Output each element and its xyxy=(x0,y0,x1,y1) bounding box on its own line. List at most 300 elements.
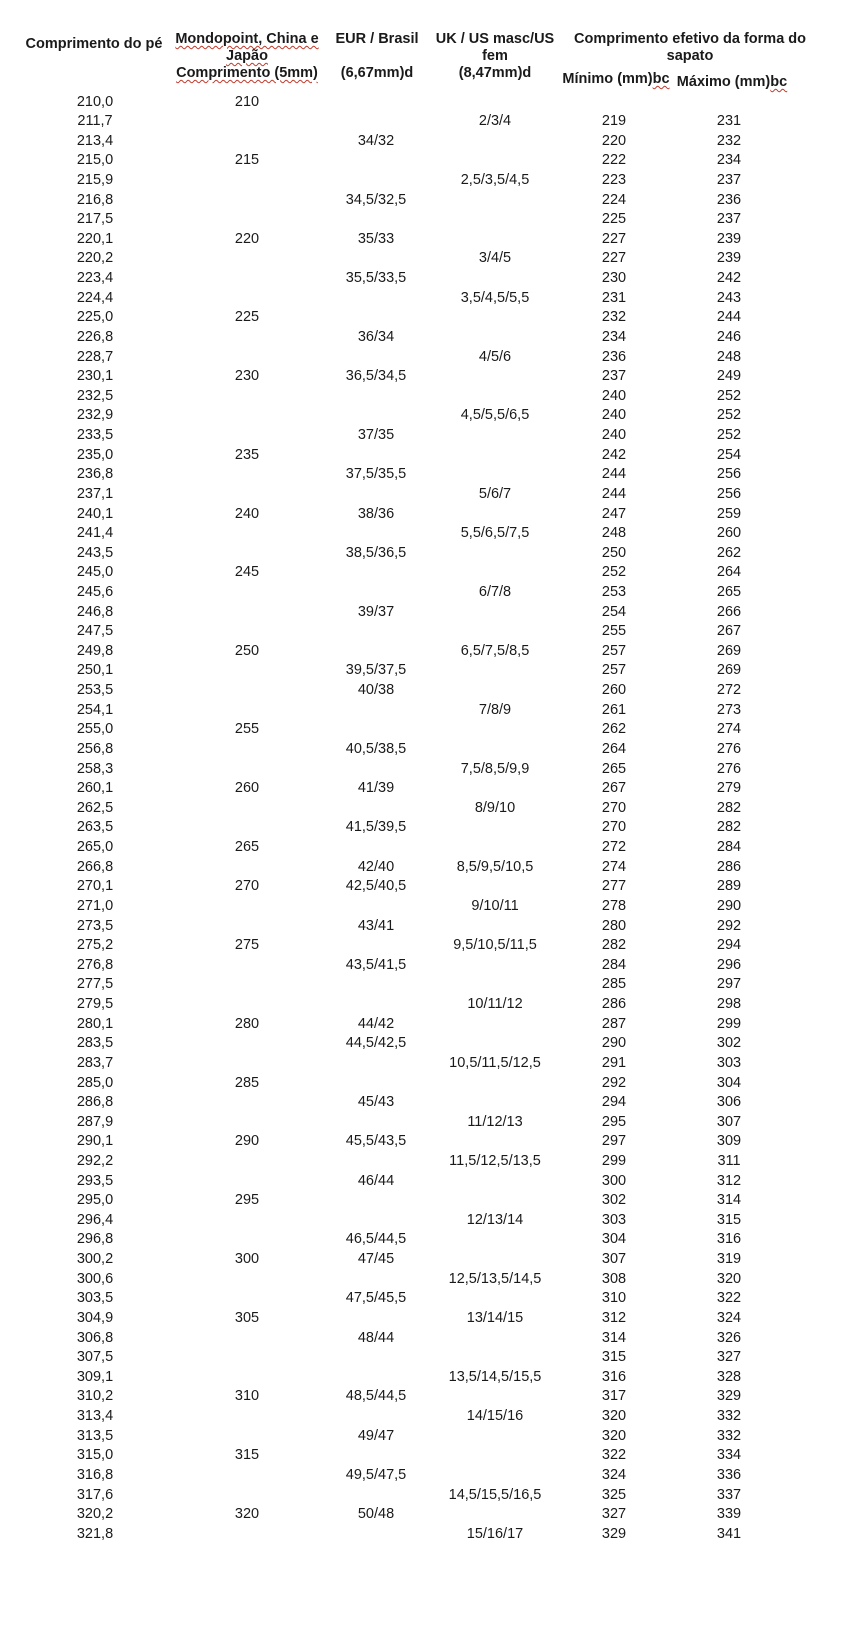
cell-uk-us xyxy=(430,955,560,976)
cell-foot-length: 256,8 xyxy=(76,740,114,757)
cell-min-mm: 308 xyxy=(601,1270,627,1287)
cell-min-mm: 280 xyxy=(601,917,627,934)
cell-min-mm: 252 xyxy=(601,564,627,581)
cell-max-mm: 234 xyxy=(716,152,742,169)
cell-max-mm: 248 xyxy=(716,348,742,365)
cell-foot-length: 237,1 xyxy=(76,485,114,502)
cell-uk-us xyxy=(430,1288,560,1309)
cell-uk-us: 8,5/9,5/10,5 xyxy=(456,858,534,875)
cell-eur-brasil: 42/40 xyxy=(357,858,395,875)
cell-max-mm: 314 xyxy=(716,1192,742,1209)
cell-uk-us xyxy=(430,1445,560,1466)
cell-foot-length: 290,1 xyxy=(76,1133,114,1150)
cell-mondopoint xyxy=(207,896,287,917)
cell-eur-brasil: 46/44 xyxy=(357,1172,395,1189)
cell-mondopoint: 265 xyxy=(234,839,260,856)
cell-uk-us: 4,5/5,5/6,5 xyxy=(460,407,530,424)
cell-mondopoint xyxy=(207,425,287,446)
cell-min-mm: 260 xyxy=(601,682,627,699)
cell-mondopoint xyxy=(207,209,287,230)
cell-foot-length: 283,7 xyxy=(76,1054,114,1071)
cell-foot-length: 306,8 xyxy=(76,1329,114,1346)
cell-uk-us xyxy=(430,817,560,838)
cell-foot-length: 295,0 xyxy=(76,1192,114,1209)
cell-mondopoint: 310 xyxy=(234,1388,260,1405)
cell-max-mm: 243 xyxy=(716,289,742,306)
cell-uk-us: 12,5/13,5/14,5 xyxy=(448,1270,542,1287)
cell-eur-brasil: 34/32 xyxy=(357,132,395,149)
cell-uk-us xyxy=(430,660,560,681)
cell-foot-length: 223,4 xyxy=(76,270,114,287)
cell-mondopoint xyxy=(207,955,287,976)
cell-max-mm: 269 xyxy=(716,662,742,679)
cell-mondopoint xyxy=(207,1112,287,1133)
cell-mondopoint: 300 xyxy=(234,1251,260,1268)
cell-min-mm: 285 xyxy=(601,976,627,993)
cell-mondopoint: 260 xyxy=(234,780,260,797)
cell-foot-length: 296,4 xyxy=(76,1211,114,1228)
cell-uk-us xyxy=(430,974,560,995)
cell-min-mm: 324 xyxy=(601,1466,627,1483)
cell-foot-length: 247,5 xyxy=(76,623,114,640)
cell-mondopoint xyxy=(207,131,287,152)
cell-eur-brasil: 43/41 xyxy=(357,917,395,934)
cell-uk-us xyxy=(430,92,560,113)
cell-eur-brasil: 35/33 xyxy=(357,230,395,247)
cell-mondopoint xyxy=(207,484,287,505)
header-uk-line1: UK / US masc/US xyxy=(435,31,555,47)
cell-uk-us xyxy=(430,1347,560,1368)
cell-foot-length: 241,4 xyxy=(76,525,114,542)
cell-mondopoint xyxy=(207,1171,287,1192)
cell-foot-length: 313,4 xyxy=(76,1408,114,1425)
cell-min-mm: 320 xyxy=(601,1408,627,1425)
cell-foot-length: 245,0 xyxy=(76,564,114,581)
cell-min-mm: 255 xyxy=(601,623,627,640)
cell-foot-length: 210,0 xyxy=(76,93,114,110)
cell-min-mm: 227 xyxy=(601,230,627,247)
cell-eur-brasil xyxy=(326,484,426,505)
cell-mondopoint: 235 xyxy=(234,446,260,463)
cell-mondopoint: 285 xyxy=(234,1074,260,1091)
cell-max-mm: 307 xyxy=(716,1113,742,1130)
cell-eur-brasil: 45,5/43,5 xyxy=(345,1133,407,1150)
cell-mondopoint xyxy=(207,602,287,623)
cell-min-mm: 267 xyxy=(601,780,627,797)
cell-min-mm: 292 xyxy=(601,1074,627,1091)
cell-foot-length: 250,1 xyxy=(76,662,114,679)
cell-min-mm: 312 xyxy=(601,1309,627,1326)
header-mondopoint xyxy=(170,31,324,82)
header-uk-line2: fem xyxy=(482,48,508,64)
cell-foot-length: 243,5 xyxy=(76,544,114,561)
cell-uk-us: 6,5/7,5/8,5 xyxy=(460,642,530,659)
cell-foot-length: 320,2 xyxy=(76,1506,114,1523)
cell-uk-us xyxy=(430,778,560,799)
cell-eur-brasil xyxy=(326,896,426,917)
cell-mondopoint xyxy=(207,1367,287,1388)
cell-mondopoint xyxy=(207,1229,287,1250)
cell-uk-us: 3/4/5 xyxy=(478,250,512,267)
cell-max-mm: 256 xyxy=(716,485,742,502)
cell-max-mm: 242 xyxy=(716,270,742,287)
cell-max-mm: 282 xyxy=(716,799,742,816)
cell-max-mm: 316 xyxy=(716,1231,742,1248)
cell-max-mm: 239 xyxy=(716,230,742,247)
cell-min-mm: 303 xyxy=(601,1211,627,1228)
cell-uk-us xyxy=(430,837,560,858)
cell-mondopoint xyxy=(207,1151,287,1172)
cell-min-mm: 242 xyxy=(601,446,627,463)
cell-mondopoint xyxy=(207,288,287,309)
cell-eur-brasil xyxy=(326,719,426,740)
cell-min-mm: 325 xyxy=(601,1486,627,1503)
cell-mondopoint xyxy=(207,543,287,564)
cell-min-mm: 247 xyxy=(601,505,627,522)
cell-uk-us xyxy=(430,916,560,937)
header-eur-brasil xyxy=(322,31,432,82)
cell-uk-us: 9/10/11 xyxy=(471,897,519,914)
cell-max-mm: 252 xyxy=(716,387,742,404)
cell-eur-brasil: 49/47 xyxy=(357,1427,395,1444)
cell-foot-length: 277,5 xyxy=(76,976,114,993)
cell-eur-brasil xyxy=(326,1524,426,1545)
cell-foot-length: 254,1 xyxy=(76,701,114,718)
cell-max-mm: 256 xyxy=(716,466,742,483)
cell-min-mm: 270 xyxy=(601,799,627,816)
cell-max-mm: 311 xyxy=(717,1152,741,1169)
cell-eur-brasil xyxy=(326,209,426,230)
cell-eur-brasil xyxy=(326,170,426,191)
cell-foot-length: 304,9 xyxy=(76,1309,114,1326)
cell-foot-length: 258,3 xyxy=(76,760,114,777)
cell-max-mm: 282 xyxy=(716,819,742,836)
cell-foot-length: 293,5 xyxy=(76,1172,114,1189)
cell-eur-brasil xyxy=(326,1347,426,1368)
cell-mondopoint: 290 xyxy=(234,1133,260,1150)
cell-foot-length: 300,2 xyxy=(76,1251,114,1268)
cell-uk-us xyxy=(430,621,560,642)
cell-max-mm: 341 xyxy=(716,1525,742,1542)
cell-min-mm: 290 xyxy=(601,1035,627,1052)
cell-mondopoint xyxy=(207,916,287,937)
cell-uk-us: 5/6/7 xyxy=(478,485,512,502)
cell-mondopoint xyxy=(207,1053,287,1074)
cell-uk-us xyxy=(430,386,560,407)
cell-eur-brasil xyxy=(326,1367,426,1388)
header-eur-line2: (6,67mm)d xyxy=(340,65,414,81)
cell-foot-length: 303,5 xyxy=(76,1290,114,1307)
cell-max-mm xyxy=(689,92,769,113)
header-mondopoint-line3: Comprimento (5mm) xyxy=(176,65,318,81)
cell-eur-brasil: 45/43 xyxy=(357,1094,395,1111)
cell-uk-us xyxy=(430,190,560,211)
cell-mondopoint xyxy=(207,1465,287,1486)
cell-uk-us: 13/14/15 xyxy=(466,1309,524,1326)
cell-max-mm: 274 xyxy=(716,721,742,738)
cell-max-mm: 327 xyxy=(716,1349,742,1366)
cell-max-mm: 249 xyxy=(716,368,742,385)
cell-mondopoint xyxy=(207,347,287,368)
cell-eur-brasil: 37/35 xyxy=(357,427,395,444)
cell-eur-brasil: 41,5/39,5 xyxy=(345,819,407,836)
header-mondopoint-line1: Mondopoint, China e xyxy=(175,31,319,47)
cell-mondopoint xyxy=(207,327,287,348)
cell-max-mm: 334 xyxy=(716,1447,742,1464)
cell-uk-us: 5,5/6,5/7,5 xyxy=(460,525,530,542)
cell-uk-us: 10,5/11,5/12,5 xyxy=(449,1054,541,1071)
cell-foot-length: 232,9 xyxy=(76,407,114,424)
cell-min-mm: 299 xyxy=(601,1152,627,1169)
cell-min-mm: 227 xyxy=(601,250,627,267)
cell-uk-us: 9,5/10,5/11,5 xyxy=(453,937,537,954)
cell-min-mm: 302 xyxy=(601,1192,627,1209)
cell-min-mm xyxy=(574,92,654,113)
cell-min-mm: 262 xyxy=(601,721,627,738)
cell-mondopoint xyxy=(207,700,287,721)
cell-eur-brasil: 40/38 xyxy=(357,682,395,699)
cell-uk-us xyxy=(430,739,560,760)
cell-foot-length: 220,1 xyxy=(76,230,114,247)
cell-eur-brasil: 41/39 xyxy=(357,780,395,797)
cell-eur-brasil xyxy=(326,621,426,642)
cell-uk-us xyxy=(430,602,560,623)
cell-uk-us xyxy=(430,1386,560,1407)
cell-eur-brasil xyxy=(326,386,426,407)
cell-uk-us xyxy=(430,1465,560,1486)
cell-min-mm: 230 xyxy=(601,270,627,287)
cell-eur-brasil xyxy=(326,347,426,368)
cell-eur-brasil: 40,5/38,5 xyxy=(345,740,407,757)
cell-max-mm: 337 xyxy=(716,1486,742,1503)
cell-eur-brasil: 34,5/32,5 xyxy=(345,191,407,208)
cell-eur-brasil: 38,5/36,5 xyxy=(345,544,407,561)
cell-min-mm: 236 xyxy=(601,348,627,365)
cell-uk-us xyxy=(430,562,560,583)
cell-max-mm: 266 xyxy=(716,603,742,620)
cell-foot-length: 226,8 xyxy=(76,328,114,345)
cell-eur-brasil xyxy=(326,150,426,171)
cell-min-mm: 287 xyxy=(601,1015,627,1032)
cell-mondopoint xyxy=(207,1288,287,1309)
cell-foot-length: 216,8 xyxy=(76,191,114,208)
cell-max-mm: 276 xyxy=(716,740,742,757)
cell-min-mm: 232 xyxy=(601,309,627,326)
cell-eur-brasil: 39,5/37,5 xyxy=(345,662,407,679)
cell-uk-us xyxy=(430,680,560,701)
cell-foot-length: 309,1 xyxy=(76,1368,114,1385)
cell-eur-brasil: 39/37 xyxy=(357,603,395,620)
cell-uk-us xyxy=(430,307,560,328)
cell-eur-brasil xyxy=(326,111,426,132)
cell-eur-brasil: 47/45 xyxy=(357,1251,395,1268)
cell-uk-us xyxy=(430,1504,560,1525)
cell-foot-length: 215,0 xyxy=(76,152,114,169)
cell-mondopoint: 225 xyxy=(234,309,260,326)
cell-min-mm: 300 xyxy=(601,1172,627,1189)
cell-max-mm: 259 xyxy=(716,505,742,522)
cell-foot-length: 280,1 xyxy=(76,1015,114,1032)
cell-max-mm: 286 xyxy=(716,858,742,875)
cell-min-mm: 220 xyxy=(601,132,627,149)
cell-eur-brasil: 43,5/41,5 xyxy=(345,956,407,973)
cell-mondopoint: 245 xyxy=(234,564,260,581)
cell-max-mm: 239 xyxy=(716,250,742,267)
cell-eur-brasil xyxy=(326,1190,426,1211)
cell-eur-brasil xyxy=(326,1151,426,1172)
cell-min-mm: 234 xyxy=(601,328,627,345)
cell-uk-us xyxy=(430,445,560,466)
cell-foot-length: 246,8 xyxy=(76,603,114,620)
cell-foot-length: 307,5 xyxy=(76,1349,114,1366)
cell-max-mm: 339 xyxy=(716,1506,742,1523)
cell-max-mm: 302 xyxy=(716,1035,742,1052)
cell-max-mm: 328 xyxy=(716,1368,742,1385)
cell-min-mm: 225 xyxy=(601,211,627,228)
cell-mondopoint xyxy=(207,268,287,289)
header-uk-line3: (8,47mm)d xyxy=(458,65,532,81)
cell-uk-us xyxy=(430,719,560,740)
cell-min-mm: 307 xyxy=(601,1251,627,1268)
cell-min-mm: 282 xyxy=(601,937,627,954)
cell-eur-brasil xyxy=(326,1406,426,1427)
cell-eur-brasil xyxy=(326,523,426,544)
cell-uk-us: 11,5/12,5/13,5 xyxy=(449,1152,541,1169)
cell-mondopoint xyxy=(207,1092,287,1113)
cell-foot-length: 292,2 xyxy=(76,1152,114,1169)
cell-eur-brasil xyxy=(326,582,426,603)
cell-eur-brasil: 48,5/44,5 xyxy=(345,1388,407,1405)
cell-min-mm: 277 xyxy=(601,878,627,895)
cell-foot-length: 321,8 xyxy=(76,1525,114,1542)
cell-eur-brasil xyxy=(326,837,426,858)
cell-min-mm: 274 xyxy=(601,858,627,875)
cell-mondopoint xyxy=(207,386,287,407)
cell-uk-us xyxy=(430,366,560,387)
cell-foot-length: 235,0 xyxy=(76,446,114,463)
cell-min-mm: 265 xyxy=(601,760,627,777)
cell-min-mm: 257 xyxy=(601,642,627,659)
cell-min-mm: 278 xyxy=(601,897,627,914)
header-eur-line1: EUR / Brasil xyxy=(335,31,419,47)
cell-eur-brasil xyxy=(326,700,426,721)
cell-eur-brasil: 36,5/34,5 xyxy=(345,368,407,385)
cell-mondopoint: 230 xyxy=(234,368,260,385)
cell-max-mm: 252 xyxy=(716,427,742,444)
cell-min-mm: 219 xyxy=(601,113,627,130)
cell-eur-brasil xyxy=(326,288,426,309)
cell-min-mm: 304 xyxy=(601,1231,627,1248)
cell-max-mm: 273 xyxy=(716,701,742,718)
cell-uk-us: 15/16/17 xyxy=(466,1525,524,1542)
cell-uk-us: 7,5/8,5/9,9 xyxy=(460,760,530,777)
cell-max-mm: 296 xyxy=(716,956,742,973)
cell-max-mm: 252 xyxy=(716,407,742,424)
cell-foot-length: 220,2 xyxy=(76,250,114,267)
cell-foot-length: 310,2 xyxy=(76,1388,114,1405)
cell-min-mm: 286 xyxy=(601,996,627,1013)
cell-eur-brasil xyxy=(326,641,426,662)
cell-mondopoint: 280 xyxy=(234,1015,260,1032)
cell-eur-brasil: 49,5/47,5 xyxy=(345,1466,407,1483)
cell-min-mm: 244 xyxy=(601,466,627,483)
cell-min-mm: 315 xyxy=(601,1349,627,1366)
cell-eur-brasil: 44,5/42,5 xyxy=(345,1035,407,1052)
cell-mondopoint xyxy=(207,1269,287,1290)
cell-mondopoint: 250 xyxy=(234,642,260,659)
cell-eur-brasil: 50/48 xyxy=(357,1506,395,1523)
cell-max-mm: 232 xyxy=(716,132,742,149)
cell-max-mm: 272 xyxy=(716,682,742,699)
cell-foot-length: 265,0 xyxy=(76,839,114,856)
cell-foot-length: 211,7 xyxy=(77,113,113,130)
cell-mondopoint xyxy=(207,974,287,995)
cell-uk-us xyxy=(430,1249,560,1270)
cell-min-mm: 254 xyxy=(601,603,627,620)
cell-max-mm: 254 xyxy=(716,446,742,463)
cell-mondopoint xyxy=(207,405,287,426)
cell-eur-brasil xyxy=(326,307,426,328)
cell-uk-us: 11/12/13 xyxy=(467,1113,523,1130)
header-mondopoint-line2: Japão xyxy=(226,48,268,64)
cell-eur-brasil: 46,5/44,5 xyxy=(345,1231,407,1248)
cell-uk-us xyxy=(430,504,560,525)
header-shoe-line2: sapato xyxy=(666,48,714,64)
cell-max-mm: 309 xyxy=(716,1133,742,1150)
cell-eur-brasil xyxy=(326,1053,426,1074)
cell-foot-length: 260,1 xyxy=(76,780,114,797)
cell-foot-length: 270,1 xyxy=(76,878,114,895)
cell-min-mm: 297 xyxy=(601,1133,627,1150)
cell-foot-length: 253,5 xyxy=(76,682,114,699)
cell-eur-brasil xyxy=(326,994,426,1015)
cell-min-mm: 291 xyxy=(601,1054,627,1071)
cell-max-mm: 244 xyxy=(716,309,742,326)
header-shoe-line1: Comprimento efetivo da forma do xyxy=(573,31,807,47)
cell-mondopoint: 270 xyxy=(234,878,260,895)
cell-uk-us xyxy=(430,543,560,564)
cell-min-mm: 320 xyxy=(601,1427,627,1444)
cell-uk-us: 8/9/10 xyxy=(474,799,516,816)
cell-uk-us: 3,5/4,5/5,5 xyxy=(460,289,530,306)
cell-max-mm: 303 xyxy=(716,1054,742,1071)
cell-eur-brasil: 36/34 xyxy=(357,328,395,345)
cell-min-mm: 244 xyxy=(601,485,627,502)
cell-foot-length: 273,5 xyxy=(76,917,114,934)
cell-eur-brasil xyxy=(326,92,426,113)
cell-mondopoint xyxy=(207,1485,287,1506)
cell-foot-length: 286,8 xyxy=(76,1094,114,1111)
cell-mondopoint: 320 xyxy=(234,1506,260,1523)
cell-max-mm: 297 xyxy=(716,976,742,993)
cell-eur-brasil: 37,5/35,5 xyxy=(345,466,407,483)
cell-eur-brasil: 42,5/40,5 xyxy=(345,878,407,895)
cell-mondopoint xyxy=(207,621,287,642)
header-shoe-length xyxy=(555,31,825,65)
cell-min-mm: 250 xyxy=(601,544,627,561)
cell-min-mm: 310 xyxy=(601,1290,627,1307)
cell-max-mm: 304 xyxy=(716,1074,742,1091)
cell-max-mm: 320 xyxy=(716,1270,742,1287)
cell-eur-brasil xyxy=(326,1445,426,1466)
cell-uk-us xyxy=(430,229,560,250)
cell-max-mm: 264 xyxy=(716,564,742,581)
cell-eur-brasil: 48/44 xyxy=(357,1329,395,1346)
cell-uk-us: 14/15/16 xyxy=(466,1408,524,1425)
cell-mondopoint xyxy=(207,523,287,544)
cell-max-mm: 246 xyxy=(716,328,742,345)
cell-mondopoint xyxy=(207,1328,287,1349)
